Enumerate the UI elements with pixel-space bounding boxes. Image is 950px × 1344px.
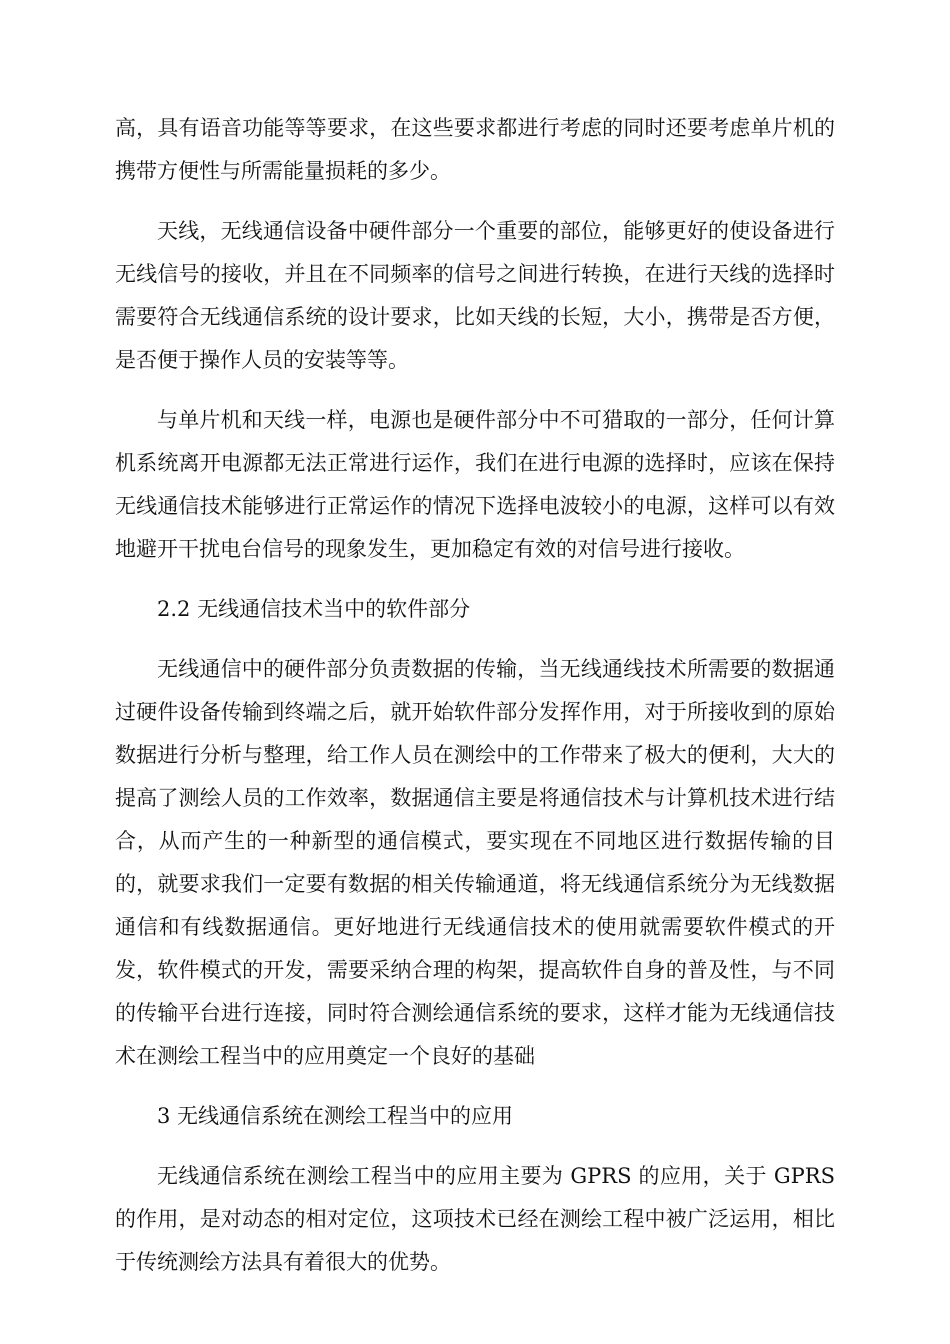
paragraph-power-supply: 与单片机和天线一样，电源也是硬件部分中不可猎取的一部分，任何计算机系统离开电源都无法正常进行运作，我们在进行电源的选择时，应该在保持无线通信技术能够进行正常运作的情况下选择电波较小的电源，这样可以有效地避开干扰电台信号的现象发生，更加稳定有效的对信号进行接收。	[115, 408, 835, 561]
paragraph-antenna: 天线，无线通信设备中硬件部分一个重要的部位，能够更好的使设备进行无线信号的接收，并且在不同频率的信号之间进行转换，在进行天线的选择时需要符合无线通信系统的设计要求，比如天线的长短，大小，携带是否方便，是否便于操作人员的安装等等。	[115, 219, 835, 372]
paragraph-continuation: 高，具有语音功能等等要求，在这些要求都进行考虑的同时还要考虑单片机的携带方便性与所需能量损耗的多少。	[115, 116, 835, 183]
section-heading-2-2: 2.2 无线通信技术当中的软件部分	[157, 597, 471, 621]
document-body	[115, 107, 835, 1301]
section-heading-3: 3 无线通信系统在测绘工程当中的应用	[157, 1104, 514, 1128]
paragraph-gprs: 无线通信系统在测绘工程当中的应用主要为 GPRS 的应用，关于 GPRS 的作用，是对动态的相对定位，这项技术已经在测绘工程中被广泛运用，相比于传统测绘方法具有着很大的优势。	[115, 1164, 835, 1274]
paragraph-software: 无线通信中的硬件部分负责数据的传输，当无线通线技术所需要的数据通过硬件设备传输到终端之后，就开始软件部分发挥作用，对于所接收到的原始数据进行分析与整理，给工作人员在测绘中的工作带来了极大的便利，大大的提高了测绘人员的工作效率，数据通信主要是将通信技术与计算机技术进行结合，从而产生的一种新型的通信模式，要实现在不同地区进行数据传输的目的，就要求我们一定要有数据的相关传输通道，将无线通信系统分为无线数据通信和有线数据通信。更好地进行无线通信技术的使用就需要软件模式的开发，软件模式的开发，需要采纳合理的构架，提高软件自身的普及性，与不同的传输平台进行连接，同时符合测绘通信系统的要求，这样才能为无线通信技术在测绘工程当中的应用奠定一个良好的基础	[115, 657, 835, 1068]
